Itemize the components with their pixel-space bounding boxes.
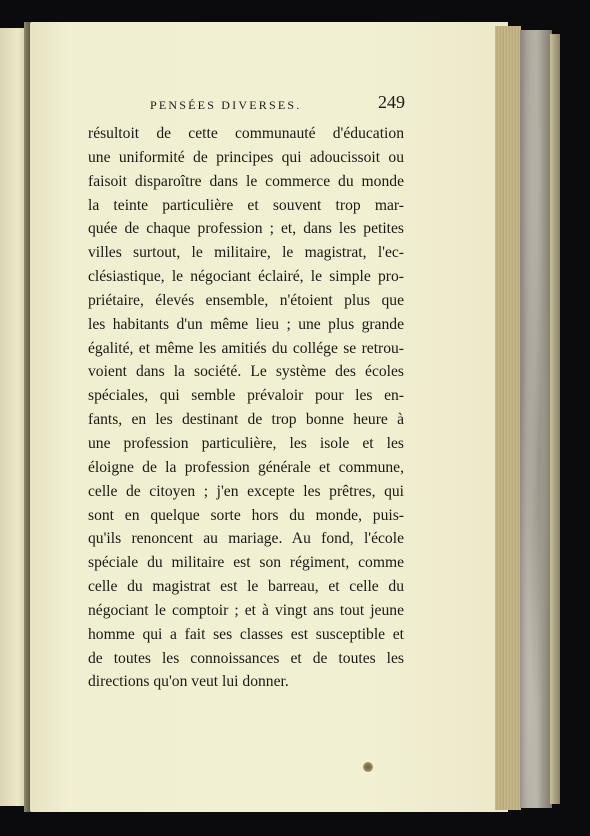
text-line: faisoit disparoître dans le commerce du monde xyxy=(88,172,404,190)
text-line: quée de chaque profession ; et, dans les petites xyxy=(88,220,404,238)
page-header xyxy=(150,92,405,118)
text-line: négociant le comptoir ; et à vingt ans tout jeune xyxy=(88,601,404,619)
text-line: priétaire, élevés ensemble, n'étoient plus que xyxy=(88,291,404,309)
foxing-spot xyxy=(363,762,373,772)
text-line: une profession particulière, les isole et les xyxy=(88,434,404,452)
marbled-cover xyxy=(520,30,552,808)
text-line: voient dans la société. Le système des écoles xyxy=(88,363,404,381)
text-line: résultoit de cette communauté d'éducation xyxy=(88,125,404,142)
text-line: spéciale du militaire est son régiment, comme xyxy=(88,554,404,572)
text-line: directions qu'on veut lui donner. xyxy=(88,673,289,691)
text-line: villes surtout, le militaire, le magistrat, l'ec- xyxy=(88,244,404,262)
body-text xyxy=(88,122,404,694)
text-line: spéciales, qui semble prévaloir pour les en- xyxy=(88,387,404,405)
text-line: une uniformité de principes qui adoucissoit ou xyxy=(88,148,404,166)
text-line: clésiastique, le négociant éclairé, le simple pro- xyxy=(88,268,404,286)
text-line: les habitants d'un même lieu ; une plus grande xyxy=(88,315,404,333)
text-line: celle du magistrat est le barreau, et celle du xyxy=(88,578,404,596)
text-line: qu'ils renoncent au mariage. Au fond, l'école xyxy=(88,530,404,548)
running-head: PENSÉES DIVERSES. xyxy=(150,98,302,112)
text-line: la teinte particulière et souvent trop mar- xyxy=(88,196,404,214)
text-line: égalité, et même les amitiés du collége se retrou- xyxy=(88,339,404,357)
page-stack-edge xyxy=(495,26,521,810)
text-line: celle de citoyen ; j'en excepte les prêtres, qui xyxy=(88,482,404,500)
text-line: sont en quelque sorte hors du monde, puis- xyxy=(88,506,404,524)
cover-edge xyxy=(550,34,560,804)
text-line: homme qui a fait ses classes est susceptible et xyxy=(88,625,404,643)
page-number: 249 xyxy=(378,92,405,112)
text-line: éloigne de la profession générale et commune, xyxy=(88,458,404,476)
text-line: de toutes les connoissances et de toutes les xyxy=(88,649,404,667)
text-line: fants, en les destinant de trop bonne heure à xyxy=(88,411,404,429)
